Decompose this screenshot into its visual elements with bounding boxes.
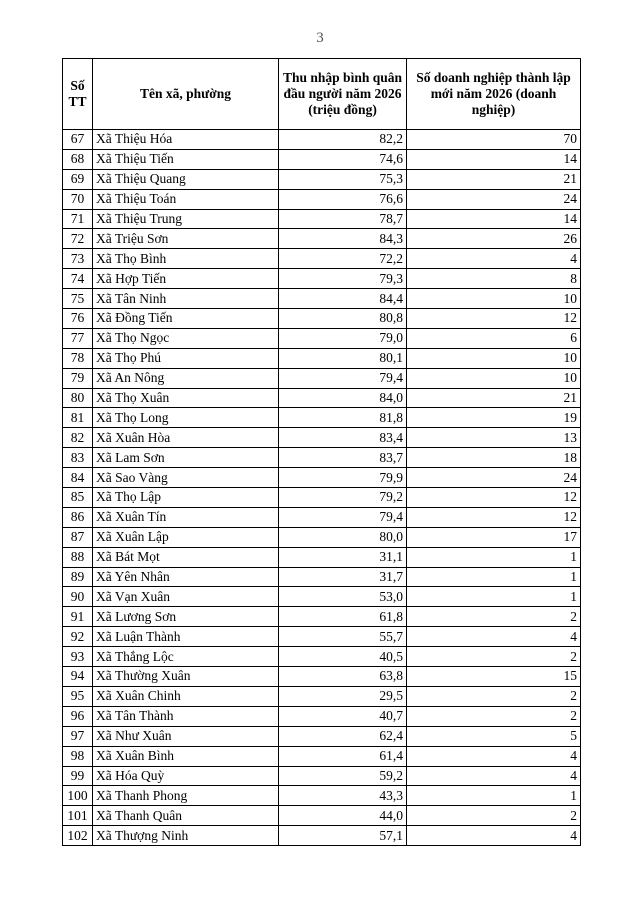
table-row <box>63 448 581 468</box>
cell-enterprises: 4 <box>407 627 581 647</box>
table-row <box>63 627 581 647</box>
cell-income: 31,1 <box>279 547 407 567</box>
cell-stt: 70 <box>63 189 93 209</box>
cell-name: Xã Xuân Tín <box>93 507 279 527</box>
cell-income: 29,5 <box>279 686 407 706</box>
cell-income: 80,8 <box>279 309 407 329</box>
cell-income: 72,2 <box>279 249 407 269</box>
cell-stt: 94 <box>63 667 93 687</box>
cell-stt: 71 <box>63 209 93 229</box>
cell-name: Xã Yên Nhân <box>93 567 279 587</box>
table-row <box>63 408 581 428</box>
cell-enterprises: 4 <box>407 249 581 269</box>
cell-income: 59,2 <box>279 766 407 786</box>
cell-enterprises: 2 <box>407 686 581 706</box>
cell-stt: 68 <box>63 149 93 169</box>
header-stt: Số TT <box>63 59 93 130</box>
cell-stt: 88 <box>63 547 93 567</box>
cell-income: 40,5 <box>279 647 407 667</box>
cell-enterprises: 12 <box>407 309 581 329</box>
cell-enterprises: 4 <box>407 746 581 766</box>
table-row <box>63 189 581 209</box>
cell-stt: 79 <box>63 368 93 388</box>
cell-income: 53,0 <box>279 587 407 607</box>
cell-name: Xã Thiệu Tiến <box>93 149 279 169</box>
cell-name: Xã Xuân Bình <box>93 746 279 766</box>
cell-enterprises: 13 <box>407 428 581 448</box>
cell-name: Xã Thiệu Toán <box>93 189 279 209</box>
table-row <box>63 667 581 687</box>
cell-enterprises: 1 <box>407 567 581 587</box>
table-row <box>63 826 581 846</box>
cell-stt: 76 <box>63 309 93 329</box>
cell-stt: 91 <box>63 607 93 627</box>
cell-name: Xã Thiệu Trung <box>93 209 279 229</box>
cell-stt: 89 <box>63 567 93 587</box>
cell-income: 79,2 <box>279 488 407 508</box>
cell-name: Xã Vạn Xuân <box>93 587 279 607</box>
cell-enterprises: 14 <box>407 149 581 169</box>
cell-income: 81,8 <box>279 408 407 428</box>
cell-name: Xã Triệu Sơn <box>93 229 279 249</box>
cell-income: 80,1 <box>279 348 407 368</box>
cell-name: Xã Hợp Tiến <box>93 269 279 289</box>
cell-income: 79,0 <box>279 328 407 348</box>
cell-stt: 90 <box>63 587 93 607</box>
cell-name: Xã Luận Thành <box>93 627 279 647</box>
cell-income: 57,1 <box>279 826 407 846</box>
cell-enterprises: 70 <box>407 130 581 150</box>
cell-name: Xã Thắng Lộc <box>93 647 279 667</box>
cell-name: Xã Xuân Chinh <box>93 686 279 706</box>
cell-name: Xã Tân Ninh <box>93 289 279 309</box>
cell-enterprises: 10 <box>407 289 581 309</box>
cell-stt: 95 <box>63 686 93 706</box>
cell-stt: 85 <box>63 488 93 508</box>
cell-name: Xã Thanh Quân <box>93 806 279 826</box>
cell-income: 83,4 <box>279 428 407 448</box>
cell-stt: 81 <box>63 408 93 428</box>
cell-income: 79,4 <box>279 507 407 527</box>
cell-name: Xã Lam Sơn <box>93 448 279 468</box>
cell-income: 40,7 <box>279 706 407 726</box>
cell-name: Xã Thiệu Hóa <box>93 130 279 150</box>
cell-income: 74,6 <box>279 149 407 169</box>
cell-enterprises: 1 <box>407 587 581 607</box>
cell-income: 75,3 <box>279 169 407 189</box>
cell-income: 79,4 <box>279 368 407 388</box>
table-row <box>63 428 581 448</box>
table-row <box>63 726 581 746</box>
cell-income: 62,4 <box>279 726 407 746</box>
cell-name: Xã Thọ Bình <box>93 249 279 269</box>
table-row <box>63 328 581 348</box>
cell-income: 84,4 <box>279 289 407 309</box>
cell-stt: 98 <box>63 746 93 766</box>
cell-stt: 80 <box>63 388 93 408</box>
table-header-row <box>63 59 581 130</box>
cell-name: Xã Thiệu Quang <box>93 169 279 189</box>
cell-stt: 73 <box>63 249 93 269</box>
cell-enterprises: 21 <box>407 169 581 189</box>
table-row <box>63 388 581 408</box>
cell-enterprises: 4 <box>407 766 581 786</box>
cell-stt: 100 <box>63 786 93 806</box>
page-number: 3 <box>316 30 324 46</box>
table-row <box>63 209 581 229</box>
cell-name: Xã Hóa Quỳ <box>93 766 279 786</box>
table-row <box>63 488 581 508</box>
cell-stt: 77 <box>63 328 93 348</box>
cell-enterprises: 24 <box>407 189 581 209</box>
cell-enterprises: 10 <box>407 348 581 368</box>
cell-name: Xã Thọ Long <box>93 408 279 428</box>
cell-enterprises: 2 <box>407 806 581 826</box>
cell-enterprises: 8 <box>407 269 581 289</box>
table-row <box>63 348 581 368</box>
cell-stt: 99 <box>63 766 93 786</box>
cell-enterprises: 1 <box>407 786 581 806</box>
table-row <box>63 149 581 169</box>
table-row <box>63 607 581 627</box>
table-row <box>63 527 581 547</box>
table-row <box>63 169 581 189</box>
cell-name: Xã Thanh Phong <box>93 786 279 806</box>
header-enterprises: Số doanh nghiệp thành lập mới năm 2026 (doanh nghiệp) <box>407 59 581 130</box>
cell-stt: 101 <box>63 806 93 826</box>
table-row <box>63 706 581 726</box>
cell-income: 43,3 <box>279 786 407 806</box>
cell-enterprises: 26 <box>407 229 581 249</box>
table-row <box>63 746 581 766</box>
table-row <box>63 786 581 806</box>
cell-enterprises: 17 <box>407 527 581 547</box>
cell-name: Xã Thọ Xuân <box>93 388 279 408</box>
cell-enterprises: 6 <box>407 328 581 348</box>
cell-name: Xã Tân Thành <box>93 706 279 726</box>
cell-name: Xã Xuân Hòa <box>93 428 279 448</box>
cell-income: 78,7 <box>279 209 407 229</box>
cell-name: Xã Lương Sơn <box>93 607 279 627</box>
cell-enterprises: 19 <box>407 408 581 428</box>
cell-name: Xã Sao Vàng <box>93 468 279 488</box>
table-row <box>63 547 581 567</box>
cell-name: Xã An Nông <box>93 368 279 388</box>
cell-income: 44,0 <box>279 806 407 826</box>
cell-name: Xã Bát Mọt <box>93 547 279 567</box>
cell-enterprises: 2 <box>407 706 581 726</box>
cell-stt: 82 <box>63 428 93 448</box>
cell-income: 61,4 <box>279 746 407 766</box>
cell-income: 31,7 <box>279 567 407 587</box>
cell-name: Xã Như Xuân <box>93 726 279 746</box>
cell-stt: 97 <box>63 726 93 746</box>
table-row <box>63 587 581 607</box>
cell-stt: 83 <box>63 448 93 468</box>
cell-income: 76,6 <box>279 189 407 209</box>
cell-income: 55,7 <box>279 627 407 647</box>
cell-enterprises: 24 <box>407 468 581 488</box>
table-body <box>63 130 581 846</box>
cell-stt: 74 <box>63 269 93 289</box>
table-row <box>63 647 581 667</box>
cell-stt: 93 <box>63 647 93 667</box>
cell-stt: 102 <box>63 826 93 846</box>
table-row <box>63 567 581 587</box>
cell-stt: 69 <box>63 169 93 189</box>
cell-name: Xã Xuân Lập <box>93 527 279 547</box>
cell-name: Xã Đồng Tiến <box>93 309 279 329</box>
cell-income: 84,0 <box>279 388 407 408</box>
cell-name: Xã Thường Xuân <box>93 667 279 687</box>
table-row <box>63 309 581 329</box>
statistics-table <box>62 58 581 846</box>
table-row <box>63 766 581 786</box>
table-row <box>63 368 581 388</box>
cell-enterprises: 2 <box>407 607 581 627</box>
cell-income: 61,8 <box>279 607 407 627</box>
table-row <box>63 249 581 269</box>
cell-enterprises: 12 <box>407 507 581 527</box>
cell-enterprises: 1 <box>407 547 581 567</box>
cell-enterprises: 15 <box>407 667 581 687</box>
table-row <box>63 507 581 527</box>
cell-stt: 78 <box>63 348 93 368</box>
header-income: Thu nhập bình quân đầu người năm 2026 (triệu đồng) <box>279 59 407 130</box>
table-row <box>63 269 581 289</box>
cell-name: Xã Thọ Lập <box>93 488 279 508</box>
table-row <box>63 289 581 309</box>
header-name: Tên xã, phường <box>93 59 279 130</box>
cell-stt: 96 <box>63 706 93 726</box>
table-row <box>63 130 581 150</box>
cell-enterprises: 21 <box>407 388 581 408</box>
cell-stt: 75 <box>63 289 93 309</box>
cell-stt: 86 <box>63 507 93 527</box>
table-row <box>63 806 581 826</box>
cell-income: 63,8 <box>279 667 407 687</box>
cell-stt: 67 <box>63 130 93 150</box>
cell-enterprises: 10 <box>407 368 581 388</box>
cell-stt: 92 <box>63 627 93 647</box>
cell-income: 79,3 <box>279 269 407 289</box>
cell-enterprises: 18 <box>407 448 581 468</box>
cell-income: 80,0 <box>279 527 407 547</box>
cell-stt: 84 <box>63 468 93 488</box>
cell-enterprises: 4 <box>407 826 581 846</box>
table-row <box>63 229 581 249</box>
cell-income: 82,2 <box>279 130 407 150</box>
cell-enterprises: 5 <box>407 726 581 746</box>
table-row <box>63 686 581 706</box>
cell-income: 79,9 <box>279 468 407 488</box>
cell-enterprises: 14 <box>407 209 581 229</box>
cell-stt: 87 <box>63 527 93 547</box>
cell-stt: 72 <box>63 229 93 249</box>
cell-name: Xã Thượng Ninh <box>93 826 279 846</box>
cell-name: Xã Thọ Phú <box>93 348 279 368</box>
cell-name: Xã Thọ Ngọc <box>93 328 279 348</box>
cell-enterprises: 2 <box>407 647 581 667</box>
cell-income: 84,3 <box>279 229 407 249</box>
table-row <box>63 468 581 488</box>
cell-income: 83,7 <box>279 448 407 468</box>
cell-enterprises: 12 <box>407 488 581 508</box>
